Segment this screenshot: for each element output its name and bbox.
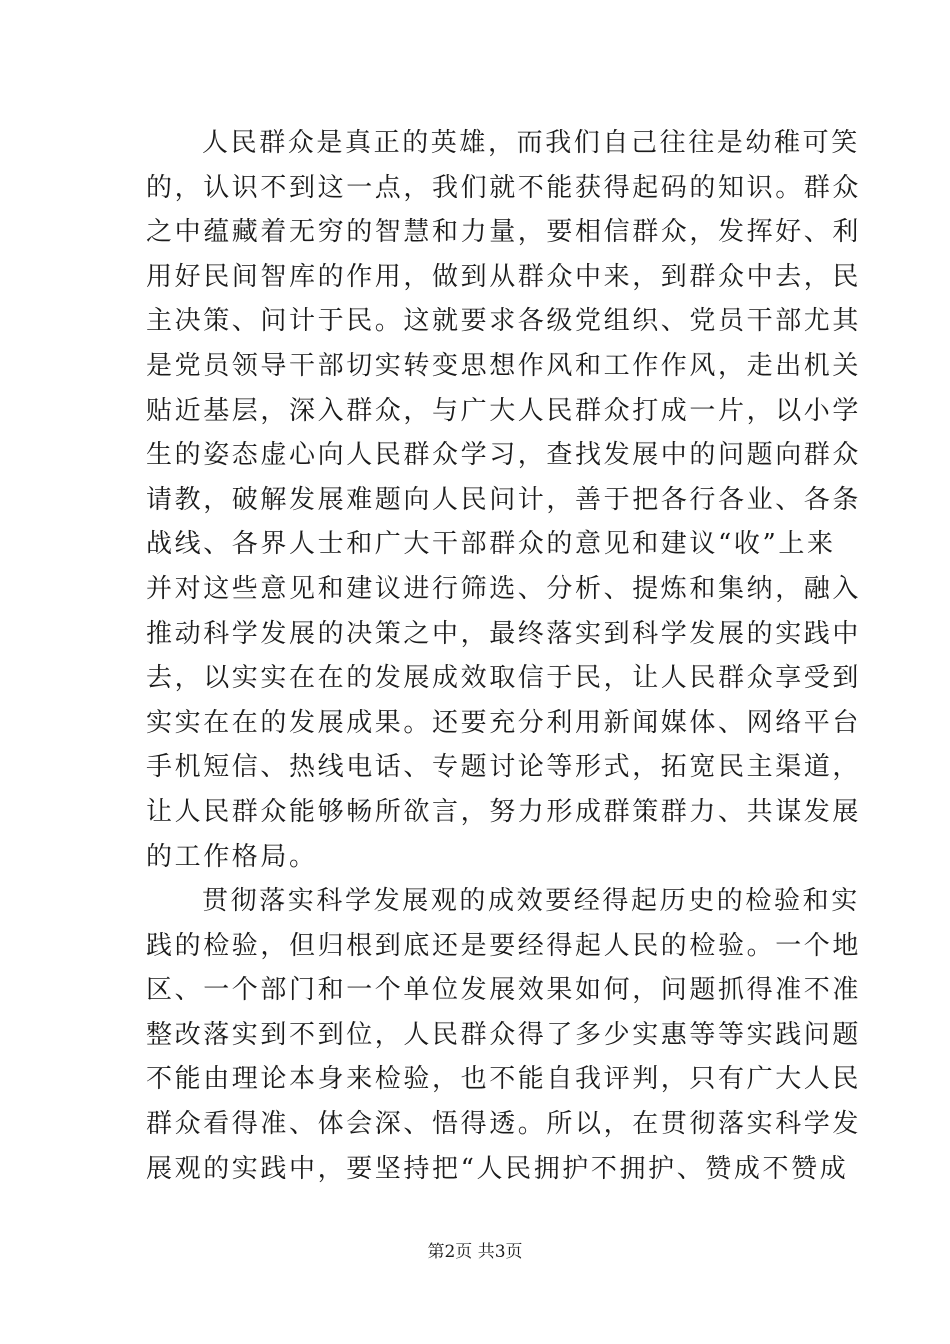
text-line: 推动科学发展的决策之中，最终落实到科学发展的实践中 bbox=[146, 618, 862, 649]
text-line: 之中蕴藏着无穷的智慧和力量，要相信群众，发挥好、利 bbox=[146, 217, 862, 248]
text-line: 让人民群众能够畅所欲言，努力形成群策群力、共谋发展 bbox=[146, 796, 862, 827]
text-line: 手机短信、热线电话、专题讨论等形式，拓宽民主渠道， bbox=[146, 752, 862, 783]
text-line: 践的检验，但归根到底还是要经得起人民的检验。一个地 bbox=[146, 930, 862, 961]
text-line: 区、一个部门和一个单位发展效果如何，问题抓得准不准 bbox=[146, 975, 862, 1006]
body-text bbox=[146, 121, 862, 1191]
text-line: 的工作格局。 bbox=[146, 841, 318, 872]
text-line: 不能由理论本身来检验，也不能自我评判，只有广大人民 bbox=[146, 1064, 862, 1095]
text-line: 实实在在的发展成果。还要充分利用新闻媒体、网络平台 bbox=[146, 707, 862, 738]
text-line: 并对这些意见和建议进行筛选、分析、提炼和集纳，融入 bbox=[146, 573, 862, 604]
text-line: 战线、各界人士和广大干部群众的意见和建议“收”上来 bbox=[146, 529, 836, 560]
text-line: 贯彻落实科学发展观的成效要经得起历史的检验和实 bbox=[202, 886, 860, 917]
text-line: 贴近基层，深入群众，与广大人民群众打成一片，以小学 bbox=[146, 395, 862, 426]
text-line: 人民群众是真正的英雄，而我们自己往往是幼稚可笑 bbox=[202, 128, 860, 158]
text-line: 生的姿态虚心向人民群众学习，查找发展中的问题向群众 bbox=[146, 440, 862, 471]
text-line: 的，认识不到这一点，我们就不能获得起码的知识。群众 bbox=[146, 172, 862, 203]
text-line: 展观的实践中，要坚持把“人民拥护不拥护、赞成不赞成 bbox=[146, 1153, 849, 1184]
text-line: 用好民间智库的作用，做到从群众中来，到群众中去，民 bbox=[146, 261, 862, 292]
page-footer: 第2页 共3页 bbox=[427, 1242, 523, 1262]
text-line: 群众看得准、体会深、悟得透。所以，在贯彻落实科学发 bbox=[146, 1109, 862, 1140]
text-line: 整改落实到不到位，人民群众得了多少实惠等等实践问题 bbox=[146, 1019, 862, 1050]
text-line: 去，以实实在在的发展成效取信于民，让人民群众享受到 bbox=[146, 663, 862, 694]
text-line: 是党员领导干部切实转变思想作风和工作作风，走出机关 bbox=[146, 350, 862, 381]
text-line: 请教，破解发展难题向人民问计，善于把各行各业、各条 bbox=[146, 484, 862, 515]
text-line: 主决策、问计于民。这就要求各级党组织、党员干部尤其 bbox=[146, 306, 862, 337]
